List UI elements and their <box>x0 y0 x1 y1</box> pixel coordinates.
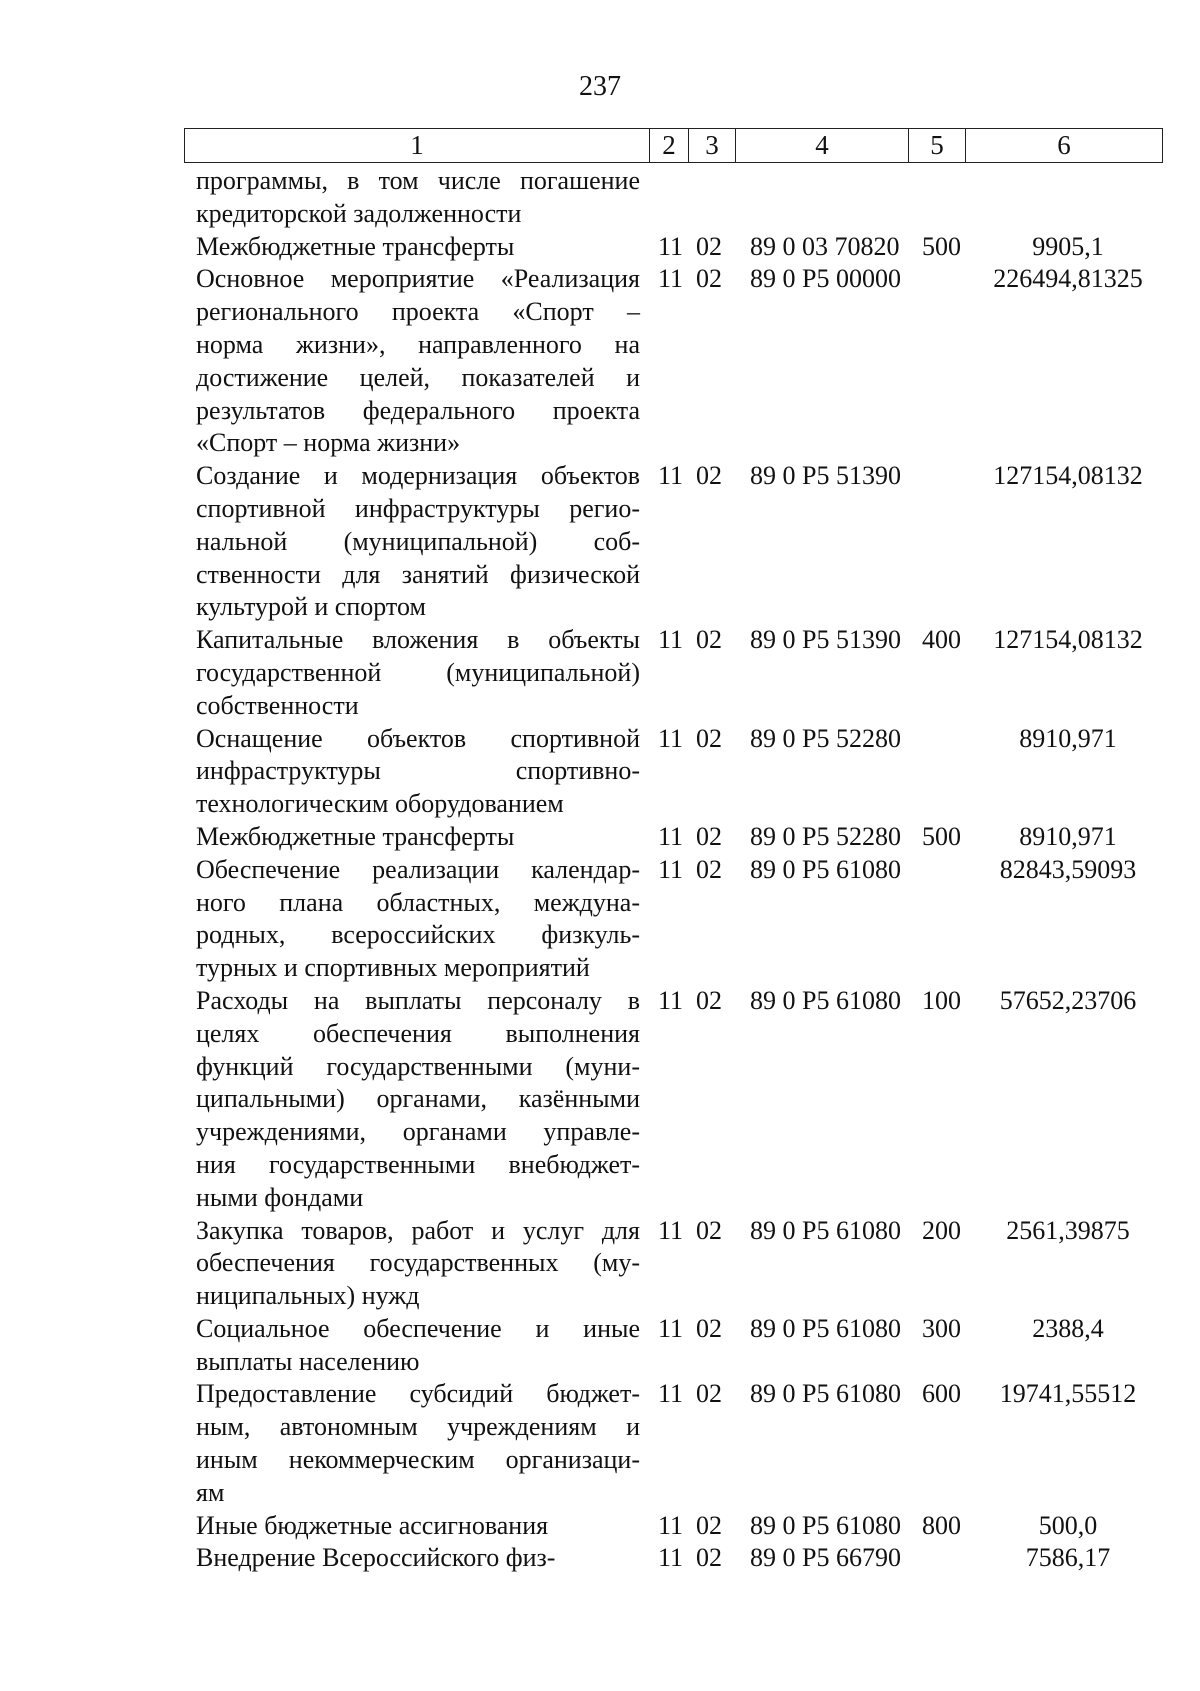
expense-type-code: 400 <box>922 625 961 655</box>
target-article-code: 89 0 P5 66790 <box>750 1543 901 1573</box>
description-line: ям <box>196 1477 225 1507</box>
description-line: Иные бюджетные ассигнования <box>196 1510 549 1540</box>
target-article-code: 89 0 P5 52280 <box>750 723 901 753</box>
table-row <box>0 1313 1200 1379</box>
amount-value: 7586,17 <box>1025 1543 1111 1573</box>
description-line: выплаты населению <box>196 1346 420 1376</box>
subsection-code: 02 <box>696 264 722 294</box>
row-description <box>196 723 640 821</box>
description-line: родных, всероссийских физкуль- <box>196 920 640 950</box>
description-line: иным некоммерческим организаци- <box>196 1445 640 1475</box>
target-article-code: 89 0 P5 51390 <box>750 625 901 655</box>
subsection-code: 02 <box>696 985 722 1015</box>
description-line: целях обеспечения выполнения <box>196 1018 640 1048</box>
description-line: ниципальных) нужд <box>196 1281 420 1311</box>
expense-type-code <box>922 263 978 460</box>
target-article-code: 89 0 P5 61080 <box>750 1510 901 1540</box>
target-article-code: 89 0 03 70820 <box>750 231 900 261</box>
description-line: ственности для занятий физической <box>196 559 640 589</box>
expense-type-code: 500 <box>922 821 961 851</box>
amount-value: 8910,971 <box>1019 821 1117 851</box>
subsection-code: 02 <box>696 821 722 851</box>
row-description <box>196 1542 640 1575</box>
section-code: 11 <box>658 1313 684 1343</box>
amount-value: 127154,08132 <box>993 625 1143 655</box>
column-header-5: 5 <box>909 129 966 163</box>
description-line: технологическим оборудованием <box>196 789 564 819</box>
description-line: Расходы на выплаты персоналу в <box>196 985 640 1015</box>
subsection-code: 02 <box>696 1543 722 1573</box>
expense-type-code <box>922 165 978 231</box>
subsection-code: 02 <box>696 625 722 655</box>
row-description <box>196 1378 640 1509</box>
description-line: ным, автономным учреждениям и <box>196 1412 640 1442</box>
description-line: Оснащение объектов спортивной <box>196 723 640 753</box>
section-code: 11 <box>658 723 684 753</box>
expense-type-code: 800 <box>922 1510 961 1540</box>
row-description <box>196 231 640 264</box>
table-row <box>0 1215 1200 1313</box>
description-line: кредиторской задолженности <box>196 198 522 228</box>
table-row <box>0 1542 1200 1575</box>
table-row <box>0 821 1200 854</box>
amount-value: 2388,4 <box>1032 1313 1104 1343</box>
subsection-code: 02 <box>696 854 722 884</box>
table-row <box>0 723 1200 821</box>
description-line: «Спорт – норма жизни» <box>196 428 461 458</box>
description-line: турных и спортивных мероприятий <box>196 953 590 983</box>
amount-value: 82843,59093 <box>999 854 1137 884</box>
amount-value: 9905,1 <box>1032 231 1104 261</box>
column-header-4: 4 <box>736 129 909 163</box>
target-article-code: 89 0 P5 61080 <box>750 1313 901 1343</box>
subsection-code: 02 <box>696 1510 722 1540</box>
description-line: Межбюджетные трансферты <box>196 821 515 851</box>
section-code: 11 <box>658 625 684 655</box>
description-line: учреждениями, органами управле- <box>196 1117 640 1147</box>
expense-type-code: 600 <box>922 1379 961 1409</box>
section-code: 11 <box>658 231 684 261</box>
section-code: 11 <box>658 985 684 1015</box>
expense-type-code: 300 <box>922 1313 961 1343</box>
table-row <box>0 624 1200 722</box>
expense-type-code: 100 <box>922 985 961 1015</box>
amount-value: 500,0 <box>1038 1510 1098 1540</box>
table-row <box>0 985 1200 1215</box>
description-line: функций государственными (муни- <box>196 1051 640 1081</box>
description-line: обеспечения государственных (му- <box>196 1248 640 1278</box>
description-line: Межбюджетные трансферты <box>196 231 515 261</box>
section-code: 11 <box>658 264 684 294</box>
column-header-3: 3 <box>689 129 736 163</box>
description-line: ного плана областных, междуна- <box>196 887 640 917</box>
description-line: Внедрение Всероссийского физ- <box>196 1543 556 1573</box>
description-line: Обеспечение реализации календар- <box>196 854 640 884</box>
expense-type-code <box>922 854 978 985</box>
table-row <box>0 231 1200 264</box>
row-description <box>196 1313 640 1379</box>
expense-type-code <box>922 723 978 821</box>
row-description <box>196 985 640 1215</box>
expense-type-code <box>922 1542 978 1575</box>
column-header-1: 1 <box>185 129 650 163</box>
section-code: 11 <box>658 821 684 851</box>
description-line: культурой и спортом <box>196 592 426 622</box>
amount-value: 226494,81325 <box>993 264 1143 294</box>
subsection-code: 02 <box>696 1215 722 1245</box>
amount-value: 19741,55512 <box>999 1379 1137 1409</box>
target-article-code: 89 0 P5 61080 <box>750 1215 901 1245</box>
column-header-2: 2 <box>650 129 689 163</box>
expense-type-code: 500 <box>922 231 961 261</box>
amount-value: 57652,23706 <box>999 985 1137 1015</box>
subsection-code: 02 <box>696 231 722 261</box>
section-code <box>658 165 692 231</box>
description-line: нальной (муниципальной) соб- <box>196 526 640 556</box>
description-line: результатов федерального проекта <box>196 395 640 425</box>
row-description <box>196 1215 640 1313</box>
description-line: Основное мероприятие «Реализация <box>196 264 640 294</box>
target-article-code: 89 0 P5 61080 <box>750 985 901 1015</box>
expense-type-code <box>922 460 978 624</box>
budget-table-body <box>0 165 1200 1575</box>
description-line: Создание и модернизация объектов <box>196 461 640 491</box>
subsection-code: 02 <box>696 1379 722 1409</box>
section-code: 11 <box>658 1543 684 1573</box>
section-code: 11 <box>658 1379 684 1409</box>
amount-value: 8910,971 <box>1019 723 1117 753</box>
subsection-code: 02 <box>696 723 722 753</box>
target-article-code: 89 0 P5 51390 <box>750 461 901 491</box>
description-line: ципальными) органами, казёнными <box>196 1084 640 1114</box>
section-code: 11 <box>658 461 684 491</box>
target-article-code: 89 0 P5 61080 <box>750 854 901 884</box>
description-line: регионального проекта «Спорт – <box>196 297 640 327</box>
expense-type-code: 200 <box>922 1215 961 1245</box>
row-description <box>196 821 640 854</box>
table-row <box>0 854 1200 985</box>
description-line: государственной (муниципальной) <box>196 657 640 687</box>
page-number: 237 <box>579 71 621 102</box>
table-row <box>0 165 1200 231</box>
column-header-table <box>184 128 1163 163</box>
table-row <box>0 1378 1200 1509</box>
amount-value: 127154,08132 <box>993 461 1143 491</box>
subsection-code: 02 <box>696 461 722 491</box>
column-header-6: 6 <box>966 129 1163 163</box>
section-code: 11 <box>658 1215 684 1245</box>
description-line: ния государственными внебюджет- <box>196 1149 640 1179</box>
amount-value <box>978 165 1158 231</box>
description-line: собственности <box>196 690 359 720</box>
row-description <box>196 165 640 231</box>
row-description <box>196 263 640 460</box>
row-description <box>196 854 640 985</box>
table-row <box>0 460 1200 624</box>
table-row <box>0 263 1200 460</box>
section-code: 11 <box>658 1510 684 1540</box>
description-line: норма жизни», направленного на <box>196 329 640 359</box>
description-line: ными фондами <box>196 1182 364 1212</box>
row-description <box>196 1510 640 1543</box>
description-line: инфраструктуры спортивно- <box>196 756 640 786</box>
description-line: Предоставление субсидий бюджет- <box>196 1379 640 1409</box>
subsection-code <box>696 165 750 231</box>
description-line: спортивной инфраструктуры регио- <box>196 493 640 523</box>
target-article-code: 89 0 P5 61080 <box>750 1379 901 1409</box>
column-header-row <box>185 129 1163 163</box>
target-article-code <box>750 165 922 231</box>
description-line: Капитальные вложения в объекты <box>196 625 640 655</box>
amount-value: 2561,39875 <box>1006 1215 1130 1245</box>
table-row <box>0 1510 1200 1543</box>
description-line: программы, в том числе погашение <box>196 166 640 195</box>
target-article-code: 89 0 P5 52280 <box>750 821 901 851</box>
row-description <box>196 624 640 722</box>
subsection-code: 02 <box>696 1313 722 1343</box>
description-line: Социальное обеспечение и иные <box>196 1313 640 1343</box>
description-line: достижение целей, показателей и <box>196 362 640 392</box>
description-line: Закупка товаров, работ и услуг для <box>196 1215 640 1245</box>
section-code: 11 <box>658 854 684 884</box>
target-article-code: 89 0 P5 00000 <box>750 264 901 294</box>
row-description <box>196 460 640 624</box>
